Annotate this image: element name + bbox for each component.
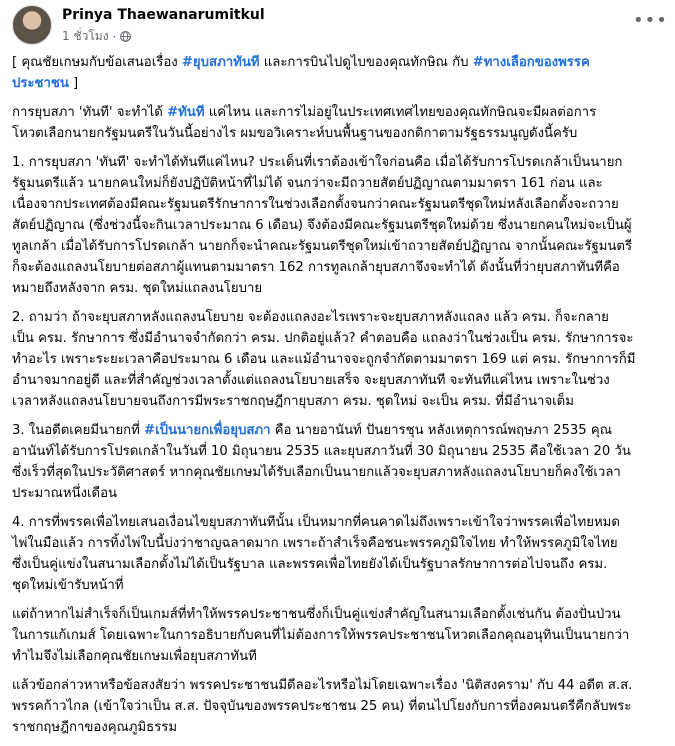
post-paragraph (12, 512, 657, 596)
post-text (12, 52, 657, 746)
text-segment: ทูลเกล้า เมื่อได้รับการโปรดเกล้า นายกก็จะนำคณะรัฐมนตรีชุดใหม่เข้าถวายสัตย์ปฏิญาณ จากนั้นคณะรัฐมนตรี (12, 239, 633, 254)
text-line (12, 533, 657, 554)
text-segment: อำนาจมากอยู่ดี และที่สำคัญช่วงเวลาตั้งแต่แถลงนโยบายเสร็จ จะยุบสภาทันที จะทันทีแค่ไหน เพราะในช่วง (12, 373, 610, 388)
text-line (12, 152, 657, 173)
text-line (12, 52, 657, 73)
globe-icon[interactable] (120, 31, 131, 42)
text-segment: คือ นายอานันท์ ปันยารชุน หลังเหตุการณ์พฤษภา 2535 คุณ (270, 423, 612, 438)
text-line (12, 646, 657, 667)
text-segment: ซึ่งเป็นคู่แข่งในสนามเลือกตั้งไม่ได้เป็นรัฐบาล และพรรคเพื่อไทยยังได้เป็นรัฐบาลรักษาการต่อไปจนถึง ครม. (12, 557, 608, 572)
text-line (12, 696, 657, 717)
text-line (12, 391, 657, 412)
hashtag-link[interactable]: #ทันที (167, 105, 205, 120)
post-paragraph (12, 420, 657, 504)
hashtag-link[interactable]: #ยุบสภาทันที (181, 55, 260, 70)
hashtag-link[interactable]: #ทางเลือกของพรรค (472, 55, 590, 70)
post-time[interactable]: 1 ชั่วโมง (62, 29, 109, 43)
text-segment: และการบินไปดูไบของคุณทักษิณ กับ (259, 55, 473, 70)
text-segment: การยุบสภา 'ทันที' จะทำได้ (12, 105, 168, 120)
text-segment: ประมาณหนึ่งเดือน (12, 486, 118, 501)
text-line (12, 625, 657, 646)
post-paragraph (12, 675, 657, 738)
text-segment: ก็จะต้องแถลงนโยบายต่อสภาผู้แทนตามมาตรา 162 การทูลเกล้ายุบสภาจึงจะทำได้ ดังนั้นที่ว่ายุบสภาทันทีคือ (12, 260, 620, 275)
text-line (12, 717, 657, 738)
text-segment: ในการแก้เกมส์ โดยเฉพาะในการอธิบายกับคนที่ไม่ต้องการให้พรรคประชาชนโหวตเลือกคุณอนุทินเป็นนายกว่า (12, 628, 630, 643)
text-line (12, 215, 657, 236)
text-line (12, 420, 657, 441)
text-segment: ] (68, 76, 79, 91)
avatar[interactable] (12, 5, 52, 45)
text-segment: ชุดใหม่เข้ารับหน้าที่ (12, 578, 124, 593)
text-segment: 4. การที่พรรคเพื่อไทยเสนอเงื่อนไขยุบสภาทันทีนั้น เป็นหมากที่คนคาดไม่ถึงเพราะเข้าใจว่าพรรคเพื่อไทยหมด (12, 515, 620, 530)
text-line (12, 123, 657, 144)
text-segment: ไพ่ในมือแล้ว การทิ้งไพ่ใบนี้บ่งว่าชาญฉลาดมาก เพราะถ้าสำเร็จคือชนะพรรคภูมิใจไทย ทำให้พรรคภูมิใจไทย (12, 536, 618, 551)
text-line (12, 575, 657, 596)
text-segment: [ คุณชัยเกษมกับข้อเสนอเรื่อง (12, 55, 182, 70)
text-segment: รัฐมนตรีแล้ว นายกคนใหม่ก็ยังปฏิบัติหน้าที่ไม่ได้ จนกว่าจะมีถวายสัตย์ปฏิญาณตามมาตรา 161 ก่อน และ (12, 176, 603, 191)
text-segment: แค่ไหน และการไม่อยู่ในประเทศเทศไทยของคุณทักษิณจะมีผลต่อการ (204, 105, 597, 120)
text-line (12, 194, 657, 215)
text-line (12, 102, 657, 123)
author-name[interactable]: Prinya Thaewanarumitkul (62, 7, 265, 23)
text-segment: สัตย์ปฏิญาณ (ซึ่งช่วงนี้จะกินเวลาประมาณ 6 เดือน) จึงต้องมีคณะรัฐมนตรีชุดใหม่ด้วย ซึ่งนายกคนใหม่จะเป็นผู้ (12, 218, 632, 233)
text-line (12, 173, 657, 194)
text-segment: โหวตเลือกนายกรัฐมนตรีในวันนี้อย่างไร ผมขอวิเคราะห์บนพื้นฐานของกติกาตามรัฐธรรมนูญดังนี้ครับ (12, 126, 578, 141)
text-line (12, 278, 657, 299)
text-line (12, 236, 657, 257)
text-segment: เวลาหลังแถลงนโยบายจนถึงการมีพระราชกฤษฎีกายุบสภา ครม. ชุดใหม่ จะเป็น ครม. ที่มีอำนาจเต็ม (12, 394, 574, 409)
post-meta (62, 27, 131, 46)
text-line (12, 483, 657, 504)
hashtag-link[interactable]: ประชาชน (12, 76, 69, 91)
text-segment: หมายถึงหลังจาก ครม. ชุดใหม่แถลงนโยบาย (12, 281, 263, 296)
meta-separator: · (112, 29, 117, 44)
text-segment: ทำอะไร เพราะระยะเวลาคือประมาณ 6 เดือน และแม้อำนาจจะถูกจำกัดตามมาตรา 169 แต่ ครม. รักษาการก็มี (12, 352, 636, 367)
post-paragraph (12, 307, 657, 412)
text-line (12, 257, 657, 278)
text-segment: เป็น ครม. รักษาการ ซึ่งมีอำนาจจำกัดกว่า ครม. ปกติอยู่แล้ว? คำตอบคือ แถลงว่าในช่วงเป็น ครม. รักษาการจะ (12, 331, 634, 346)
hashtag-link[interactable]: #เป็นนายกเพื่อยุบสภา (144, 423, 271, 438)
text-segment: ซึ่งเร็วที่สุดในประวัติศาสตร์ หากคุณชัยเกษมได้รับเลือกเป็นนายกแล้วจะยุบสภาหลังแถลงนโยบายก็คงใช้เวลา (12, 465, 621, 480)
text-line (12, 441, 657, 462)
post-paragraph (12, 102, 657, 144)
text-line (12, 328, 657, 349)
text-segment: ทำไมจึงไม่เลือกคุณชัยเกษมเพื่อยุบสภาทันที (12, 649, 257, 664)
post-paragraph (12, 152, 657, 299)
text-line (12, 370, 657, 391)
text-line (12, 73, 657, 94)
text-segment: 2. ถามว่า ถ้าจะยุบสภาหลังแถลงนโยบาย จะต้องแถลงอะไรเพราะจะยุบสภาหลังแถลง แล้ว ครม. ก็จะกลาย (12, 310, 609, 325)
text-segment: ราชกฤษฎีกาของคุณภูมิธรรม (12, 720, 178, 735)
text-line (12, 512, 657, 533)
text-segment: อานันท์ได้รับการโปรดเกล้าในวันที่ 10 มิถุนายน 2535 และยุบสภาวันที่ 30 มิถุนายน 2535 คือใช้เวลา 20 วัน (12, 444, 631, 459)
post-header (12, 4, 668, 50)
text-segment: 1. การยุบสภา 'ทันที' จะทำได้ทันทีแค่ไหน? ประเด็นที่เราต้องเข้าใจก่อนคือ เมื่อได้รับการโปรดเกล้าเป็นนายก (12, 155, 623, 170)
text-line (12, 554, 657, 575)
text-segment: แล้วข้อกล่าวหาหรือข้อสงสัยว่า พรรคประชาชนมีดีลอะไรหรือไม่โดยเฉพาะเรื่อง 'นิติสงคราม' กับ 44 อดีต ส.ส. (12, 678, 633, 693)
text-line (12, 675, 657, 696)
text-line (12, 307, 657, 328)
text-segment: พรรคก้าวไกล (เข้าใจว่าเป็น ส.ส. ปัจจุบันของพรรคประชาชน 25 คน) ที่ตนไปโยงกับการที่องคมนตรีคืกลับพระ (12, 699, 632, 714)
text-segment: เนื่องจากประเทศต้องมีคณะรัฐมนตรีรักษาการในช่วงเลือกตั้งจนกว่าคณะรัฐมนตรีชุดใหม่หลังเลือกตั้งจะถวาย (12, 197, 619, 212)
text-line (12, 349, 657, 370)
text-segment: 3. ในอดีตเคยมีนายกที่ (12, 423, 145, 438)
post-paragraph (12, 604, 657, 667)
more-options-icon[interactable]: ••• (633, 10, 668, 31)
post-paragraph (12, 52, 657, 94)
text-line (12, 604, 657, 625)
text-segment: แต่ถ้าหากไม่สำเร็จก็เป็นเกมส์ที่ทำให้พรรคประชาชนซึ่งก็เป็นคู่แข่งสำคัญในสนามเลือกตั้งเช่นกัน ต้องปั่นป่วน (12, 607, 621, 622)
text-line (12, 462, 657, 483)
